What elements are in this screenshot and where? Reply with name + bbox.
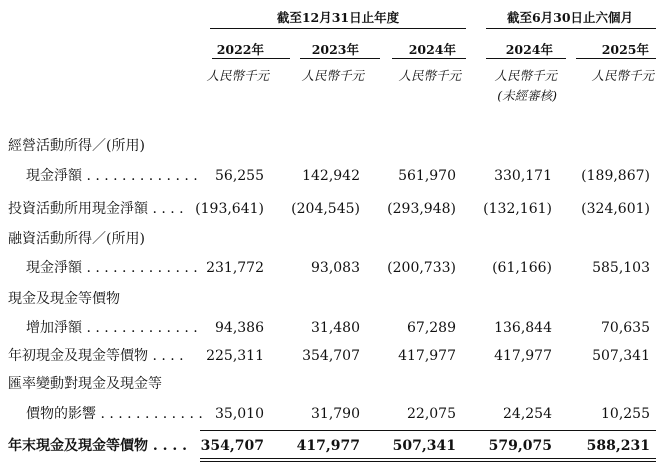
row-value-col-5: 507,341: [592, 348, 650, 364]
row-value-col-4: 330,171: [494, 168, 552, 184]
col-note-unaudited: (未經審核): [497, 88, 557, 103]
row-value-col-2: 31,790: [311, 406, 360, 422]
row-value-col-2: 142,942: [302, 168, 360, 184]
row-value-col-1: (193,641): [195, 201, 264, 217]
row-label: 增加淨額 . . . . . . . . . . . . .: [26, 320, 198, 336]
row-value-col-3: [360, 370, 456, 398]
table-row: [0, 342, 660, 370]
row-value-col-3: 67,289: [407, 320, 456, 336]
row-value-col-3: [360, 285, 456, 313]
row-label: 經營活動所得／(所用): [8, 138, 145, 154]
row-value-col-5: (189,867): [581, 168, 650, 184]
col-year-3: 2024年: [408, 42, 456, 57]
col-rule-4: [486, 58, 566, 59]
row-value-col-3: 22,075: [407, 406, 456, 422]
row-value-col-1: [168, 225, 264, 253]
row-value-col-4: [456, 132, 552, 160]
row-value-col-2: [264, 370, 360, 398]
total-top-rule: [200, 430, 656, 431]
row-value-col-5: 10,255: [601, 406, 650, 422]
col-year-5: 2025年: [601, 42, 649, 57]
table-row: [0, 162, 660, 190]
col-unit-1: 人民幣千元: [206, 68, 269, 83]
row-value-col-1: 35,010: [215, 406, 264, 422]
row-value-col-5: 588,231: [586, 438, 650, 454]
row-value-col-1: [168, 370, 264, 398]
row-label: 匯率變動對現金及現金等: [8, 376, 162, 392]
row-value-col-1: 231,772: [206, 260, 264, 276]
group-title-six-months: 截至6月30日止六個月: [506, 10, 634, 25]
row-value-col-5: 70,635: [601, 320, 650, 336]
row-value-col-4: 579,075: [488, 438, 552, 454]
row-value-col-3: 417,977: [398, 348, 456, 364]
col-unit-3: 人民幣千元: [398, 68, 461, 83]
row-value-col-1: 354,707: [200, 438, 264, 454]
table-row: [0, 195, 660, 223]
row-value-col-2: 417,977: [296, 438, 360, 454]
row-value-col-2: 354,707: [302, 348, 360, 364]
row-value-col-1: [168, 132, 264, 160]
col-year-2: 2023年: [311, 42, 359, 57]
row-value-col-5: 585,103: [592, 260, 650, 276]
table-row: [0, 314, 660, 342]
col-year-4: 2024年: [505, 42, 553, 57]
row-value-col-3: 561,970: [398, 168, 456, 184]
group-rule-fiscal-year: [210, 28, 466, 29]
row-value-col-5: [554, 225, 650, 253]
row-label: 現金及現金等價物: [8, 291, 120, 307]
table-row: [0, 285, 660, 313]
row-value-col-3: 507,341: [392, 438, 456, 454]
row-value-col-4: [456, 370, 552, 398]
row-value-col-5: [554, 132, 650, 160]
row-label: 投資活動所用現金淨額 . . . .: [8, 201, 184, 217]
table-row: [0, 132, 660, 160]
row-value-col-3: (293,948): [387, 201, 456, 217]
row-value-col-2: [264, 225, 360, 253]
table-row: [0, 432, 660, 460]
row-value-col-4: (61,166): [492, 260, 552, 276]
table-row: [0, 254, 660, 282]
col-rule-5: [576, 58, 656, 59]
table-row: [0, 225, 660, 253]
row-value-col-2: (204,545): [291, 201, 360, 217]
col-unit-5: 人民幣千元: [591, 68, 654, 83]
col-rule-2: [300, 58, 380, 59]
row-value-col-5: [554, 285, 650, 313]
col-unit-4: 人民幣千元: [494, 68, 557, 83]
row-value-col-1: 56,255: [215, 168, 264, 184]
col-rule-3: [392, 58, 466, 59]
row-value-col-4: 136,844: [494, 320, 552, 336]
row-label: 現金淨額 . . . . . . . . . . . . .: [26, 260, 198, 276]
table-row: [0, 370, 660, 398]
row-value-col-3: (200,733): [387, 260, 456, 276]
group-rule-six-months: [486, 28, 656, 29]
row-value-col-2: [264, 285, 360, 313]
col-year-1: 2022年: [216, 42, 264, 57]
row-value-col-1: [168, 285, 264, 313]
row-value-col-1: 94,386: [215, 320, 264, 336]
row-value-col-4: 417,977: [494, 348, 552, 364]
row-value-col-4: 24,254: [503, 406, 552, 422]
row-value-col-5: (324,601): [581, 201, 650, 217]
col-unit-2: 人民幣千元: [301, 68, 364, 83]
row-value-col-2: 31,480: [311, 320, 360, 336]
row-value-col-5: [554, 370, 650, 398]
row-value-col-2: [264, 132, 360, 160]
col-rule-1: [212, 58, 290, 59]
row-label: 年末現金及現金等價物 . . . .: [8, 438, 187, 454]
row-label: 價物的影響 . . . . . . . . . . . .: [26, 406, 203, 422]
row-value-col-2: 93,083: [311, 260, 360, 276]
table-row: [0, 400, 660, 428]
row-value-col-1: 225,311: [206, 348, 264, 364]
row-value-col-4: (132,161): [483, 201, 552, 217]
group-title-fiscal-year: 截至12月31日止年度: [276, 10, 400, 25]
total-double-rule: [200, 458, 656, 462]
row-label: 年初現金及現金等價物 . . . .: [8, 348, 184, 364]
row-value-col-3: [360, 225, 456, 253]
row-label: 融資活動所得／(所用): [8, 231, 145, 247]
row-value-col-4: [456, 225, 552, 253]
row-value-col-4: [456, 285, 552, 313]
row-label: 現金淨額 . . . . . . . . . . . . .: [26, 168, 198, 184]
row-value-col-3: [360, 132, 456, 160]
